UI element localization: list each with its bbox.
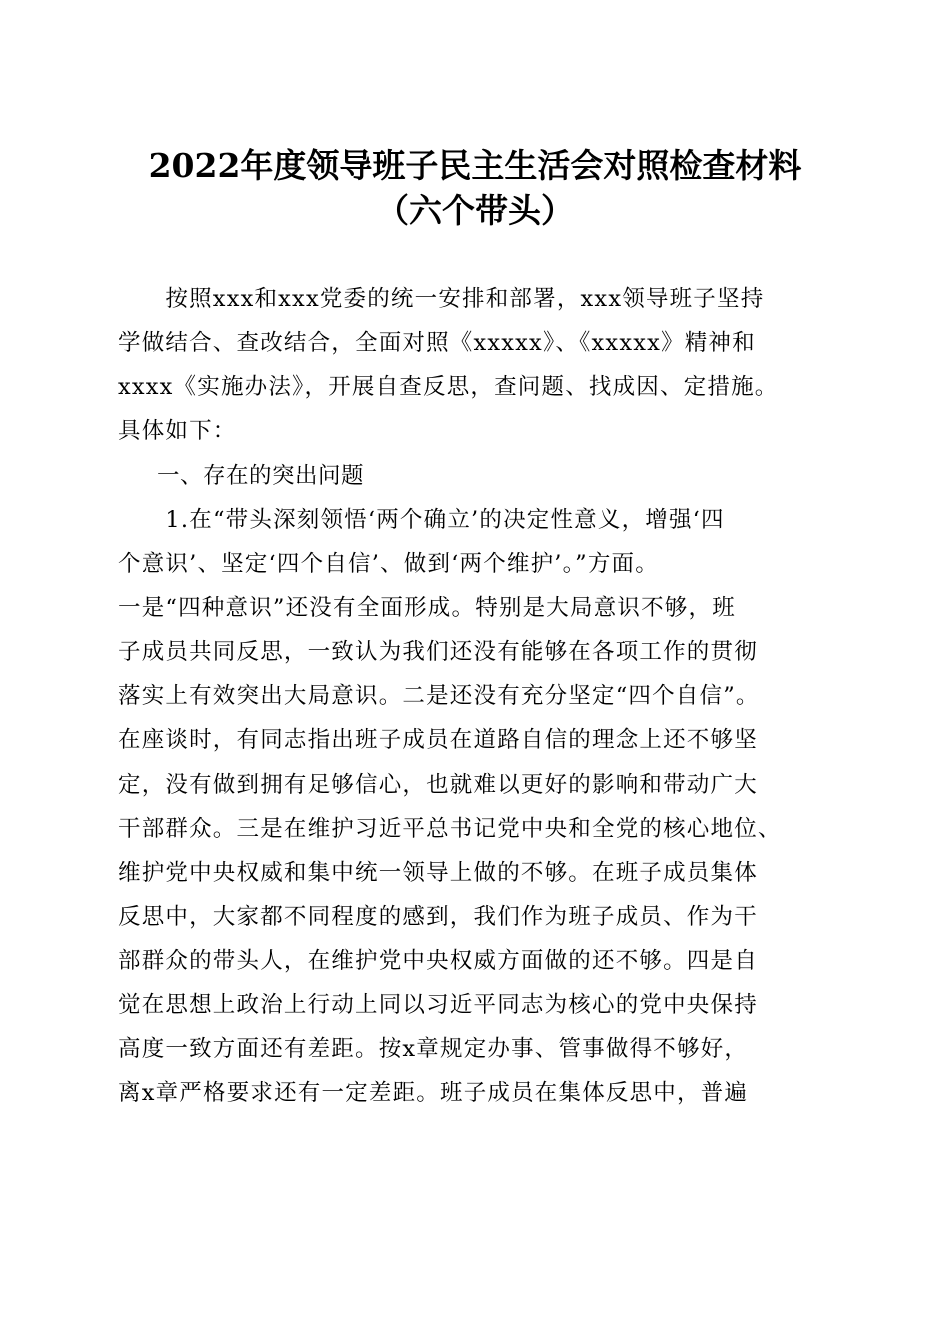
intro-paragraph	[118, 277, 838, 453]
paragraph-line: 一是“四种意识”还没有全面形成。特别是大局意识不够，班	[118, 595, 736, 622]
paragraph-line: 定，没有做到拥有足够信心，也就难以更好的影响和带动广大	[118, 771, 758, 798]
paragraph-line: 具体如下：	[118, 418, 237, 445]
paragraph-line: 干部群众。三是在维护习近平总书记党中央和全党的核心地位、	[118, 815, 782, 842]
paragraph-line: 落实上有效突出大局意识。二是还没有充分坚定“四个自信”。	[118, 683, 760, 710]
paragraph-line: 高度一致方面还有差距。按x章规定办事、管事做得不够好，	[118, 1036, 749, 1063]
paragraph-line: 1.在“带头深刻领悟‘两个确立’的决定性意义，增强‘四	[118, 507, 725, 533]
paragraph-line: 离x章严格要求还有一定差距。班子成员在集体反思中，普遍	[118, 1080, 749, 1107]
paragraph-line: 部群众的带头人，在维护党中央权威方面做的还不够。四是自	[118, 947, 758, 974]
section-heading: 一、存在的突出问题	[157, 463, 365, 489]
document-subtitle: （六个带头）	[376, 191, 574, 230]
paragraph-line: 学做结合、查改结合，全面对照《xxxxx》、《xxxxx》精神和	[118, 330, 756, 357]
paragraph-line: 按照xxx和xxx党委的统一安排和部署，xxx领导班子坚持	[118, 286, 765, 312]
problem-paragraph	[118, 498, 838, 1115]
paragraph-line: 反思中，大家都不同程度的感到，我们作为班子成员、作为干	[118, 903, 758, 930]
paragraph-line: 维护党中央权威和集中统一领导上做的不够。在班子成员集体	[118, 859, 758, 886]
paragraph-line: 觉在思想上政治上行动上同以习近平同志为核心的党中央保持	[118, 992, 758, 1019]
paragraph-line: 在座谈时，有同志指出班子成员在道路自信的理念上还不够坚	[118, 727, 758, 754]
document-title: 2022年度领导班子民主生活会对照检查材料	[148, 146, 802, 185]
paragraph-line: 子成员共同反思，一致认为我们还没有能够在各项工作的贯彻	[118, 639, 758, 666]
paragraph-line: 个意识’、坚定‘四个自信’、做到‘两个维护’。”方面。	[118, 551, 659, 578]
paragraph-line: xxxx《实施办法》，开展自查反思，查问题、找成因、定措施。	[118, 374, 779, 401]
